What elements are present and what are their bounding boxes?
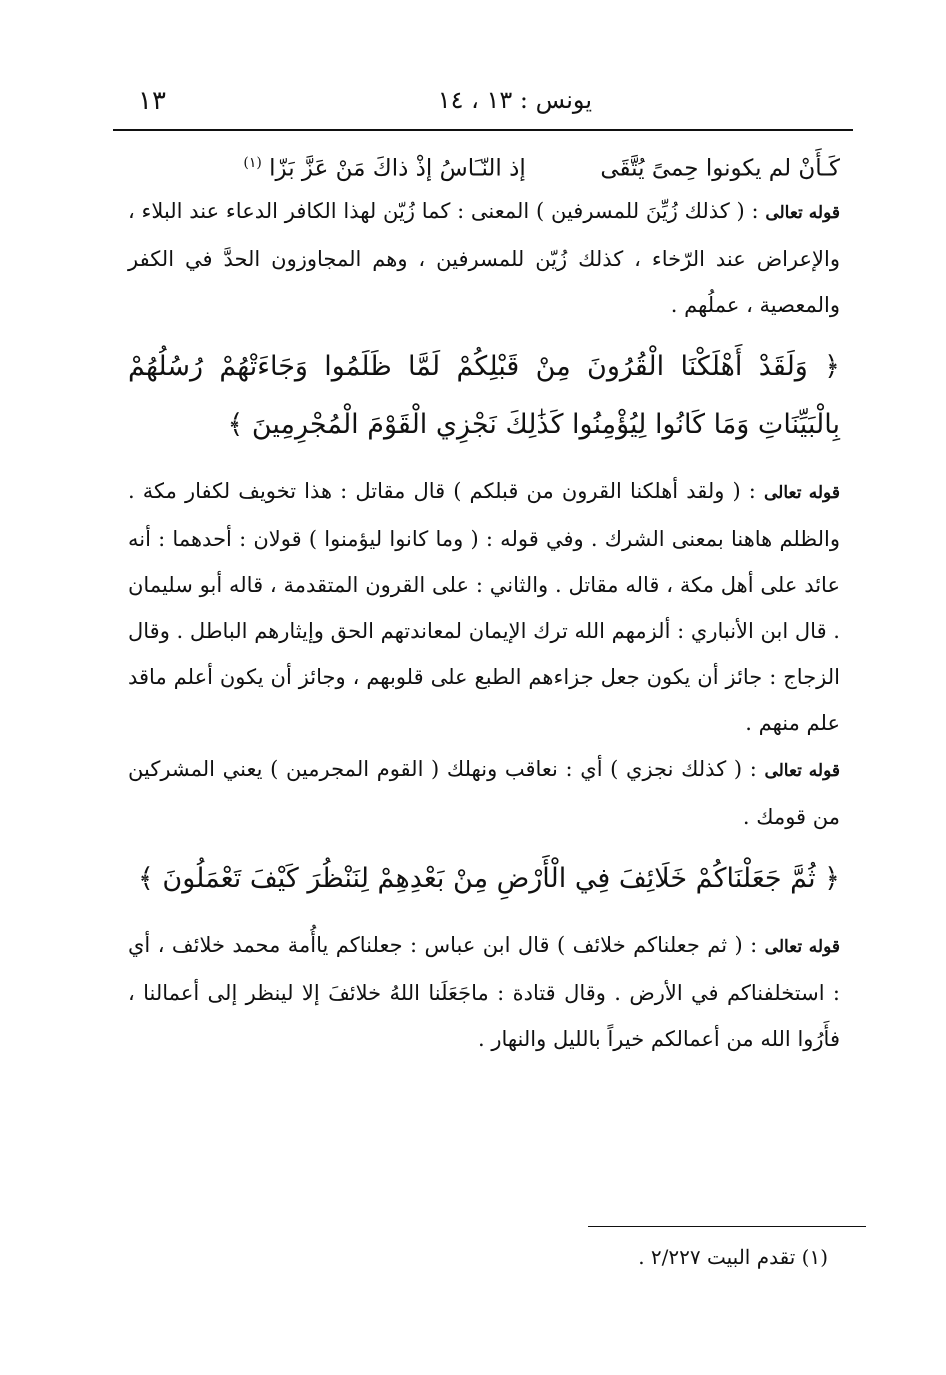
commentary-lead: قوله تعالى [764, 761, 840, 781]
verse-hemistich-right: كَـأَنْ لم يكونوا حِمىً يُتَّقَى [600, 155, 840, 182]
commentary-text: : ( ولقد أهلكنا القرون من قبلكم ) قال مقاتل : هذا تخويف لكفار مكة . والظلم هاهنا بمعنى الشرك . وفي قوله : ( وما كانوا ليؤمنوا ) قولان : أحدهما : أنه عائد على أهل مكة ، قاله مقاتل . والثاني : على القرون المتقدمة ، قاله أبو سليمان . قال ابن الأنباري : ألزمهم الله ترك الإيمان لمعاندتهم الحق وإيثارهم الباطل . وقال الزجاج : جائز أن يكون جعل جزاءهم الطبع على قلوبهم ، وجائز أن يكون أعلم ماقد علم منهم . [128, 479, 840, 735]
commentary-paragraph [128, 746, 840, 840]
page-number: ١٣ [138, 86, 166, 116]
page-header [120, 78, 852, 122]
commentary-text: : ( كذلك زُيِّنَ للمسرفين ) المعنى : كما زُيّن لهذا الكافر الدعاء عند البلاء ، والإعراض عند الرّخاء ، كذلك زُيّن للمسرفين ، وهم المجاوزون الحدَّ في الكفر والمعصية ، عملُهم . [128, 199, 840, 317]
verse-hemistich-left: إذ النّـَاسُ إذْ ذاكَ مَنْ عَزَّ بَزّا [269, 155, 526, 182]
page-body [128, 138, 840, 1062]
commentary-paragraph [128, 188, 840, 328]
commentary-paragraph [128, 468, 840, 746]
footnote-marker: (١) [243, 155, 262, 171]
commentary-lead: قوله تعالى [763, 483, 840, 503]
quran-verse: ﴿ وَلَقَدْ أَهْلَكْنَا الْقُرُونَ مِنْ قَبْلِكُمْ لَمَّا ظَلَمُوا وَجَاءَتْهُمْ رُسُلُهُمْ بِالْبَيِّنَاتِ وَمَا كَانُوا لِيُؤْمِنُوا كَذَٰلِكَ نَجْزِي الْقَوْمَ الْمُجْرِمِينَ ﴾ [128, 351, 840, 440]
commentary-paragraph [128, 922, 840, 1062]
commentary-text: : ( كذلك نجزي ) أي : نعاقب ونهلك ( القوم المجرمين ) يعني المشركين من قومك . [128, 757, 840, 829]
commentary-text: : ( ثم جعلناكم خلائف ) قال ابن عباس : جعلناكم ياأُمة محمد خلائف ، أي : استخلفناكم في الأرض . وقال قتادة : ماجَعَلَنا اللهُ خلائفَ إلا لينظر إلى أعمالنا ، فأَرُوا الله من أعمالكم خيراً بالليل والنهار . [128, 933, 840, 1051]
commentary-lead: قوله تعالى [765, 203, 840, 223]
poetry-verse [128, 138, 840, 188]
running-head: يونس : ١٣ ، ١٤ [437, 86, 592, 114]
commentary-lead: قوله تعالى [764, 937, 840, 957]
footnote: (١) تقدم البيت ٢/٢٢٧ . [638, 1245, 828, 1269]
footnote-rule [588, 1226, 866, 1227]
header-rule [113, 129, 853, 131]
quran-verse: ﴿ ثُمَّ جَعَلْنَاكُمْ خَلَائِفَ فِي الْأَرْضِ مِنْ بَعْدِهِمْ لِنَنْظُرَ كَيْفَ تَعْمَلُونَ ﴾ [137, 863, 840, 894]
